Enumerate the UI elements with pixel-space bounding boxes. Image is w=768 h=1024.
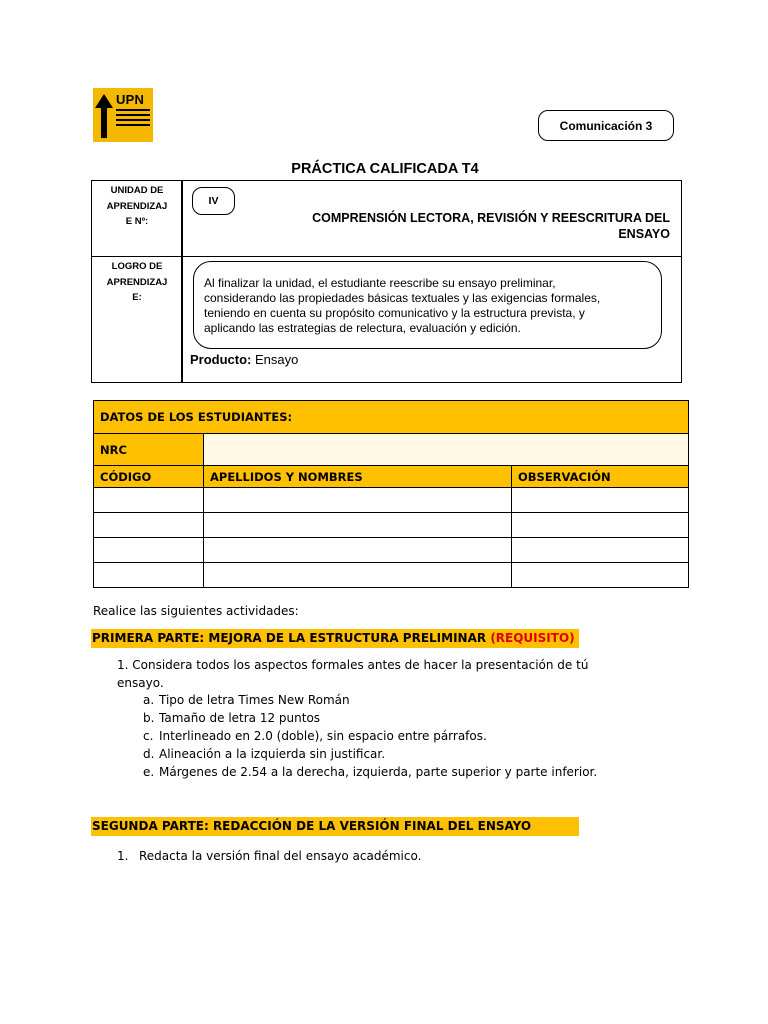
list-item: b. Tamaño de letra 12 puntos bbox=[143, 711, 321, 725]
product-line bbox=[190, 352, 298, 367]
unit-row bbox=[92, 181, 681, 257]
table-row bbox=[94, 563, 689, 588]
nombres-cell[interactable] bbox=[204, 513, 512, 538]
observacion-cell[interactable] bbox=[512, 488, 689, 513]
nombres-cell[interactable] bbox=[204, 538, 512, 563]
table-row bbox=[94, 488, 689, 513]
observacion-cell[interactable] bbox=[512, 538, 689, 563]
upn-logo-arrow-icon bbox=[93, 88, 115, 142]
list-item: a. Tipo de letra Times New Román bbox=[143, 693, 350, 707]
logro-label: LOGRO DE APRENDIZAJ E: bbox=[106, 261, 168, 303]
logo-text: UPN bbox=[116, 92, 145, 107]
logro-description: Al finalizar la unidad, el estudiante reescribe su ensayo preliminar, considerando las propiedades básicas textuales y las exigencias formales, teniendo en cuenta su propósito comunicativo y la estructura prevista, y aplicando las estrategias de relectura, evaluación y edición. bbox=[193, 261, 662, 349]
part1-title: PRIMERA PARTE: MEJORA DE LA ESTRUCTURA PRELIMINAR bbox=[92, 631, 487, 645]
nrc-field[interactable] bbox=[204, 434, 689, 466]
logro-row bbox=[92, 257, 681, 382]
table-row bbox=[94, 513, 689, 538]
students-table-header: DATOS DE LOS ESTUDIANTES: bbox=[94, 401, 689, 434]
upn-logo bbox=[93, 88, 153, 142]
students-table bbox=[93, 400, 689, 588]
column-header-nombres: APELLIDOS Y NOMBRES bbox=[204, 466, 512, 488]
unit-number: IV bbox=[192, 187, 235, 215]
unit-label: UNIDAD DE APRENDIZAJ E Nº: bbox=[106, 185, 168, 227]
part1-requirement-tag: (REQUISITO) bbox=[490, 631, 575, 645]
table-row bbox=[94, 538, 689, 563]
nombres-cell[interactable] bbox=[204, 563, 512, 588]
codigo-cell[interactable] bbox=[94, 488, 204, 513]
unit-info-box bbox=[91, 180, 682, 383]
codigo-cell[interactable] bbox=[94, 513, 204, 538]
course-badge: Comunicación 3 bbox=[538, 110, 674, 141]
nombres-cell[interactable] bbox=[204, 488, 512, 513]
product-label: Producto: bbox=[190, 352, 252, 367]
observacion-cell[interactable] bbox=[512, 563, 689, 588]
logo-subtext-lines bbox=[116, 109, 150, 129]
part2-title: SEGUNDA PARTE: REDACCIÓN DE LA VERSIÓN FINAL DEL ENSAYO bbox=[91, 817, 579, 836]
list-item: c. Interlineado en 2.0 (doble), sin espacio entre párrafos. bbox=[143, 729, 487, 743]
part1-item-1: 1. Considera todos los aspectos formales antes de hacer la presentación de tú ensayo. bbox=[117, 658, 589, 690]
column-header-codigo: CÓDIGO bbox=[94, 466, 204, 488]
list-item: d. Alineación a la izquierda sin justificar. bbox=[143, 747, 386, 761]
part2-item-1: 1. Redacta la versión final del ensayo académico. bbox=[117, 849, 422, 863]
codigo-cell[interactable] bbox=[94, 538, 204, 563]
codigo-cell[interactable] bbox=[94, 563, 204, 588]
document-title: PRÁCTICA CALIFICADA T4 bbox=[291, 161, 479, 177]
part1-heading bbox=[91, 629, 579, 648]
nrc-label: NRC bbox=[94, 434, 204, 466]
unit-title: COMPRENSIÓN LECTORA, REVISIÓN Y REESCRITURA DEL ENSAYO bbox=[312, 211, 670, 241]
observacion-cell[interactable] bbox=[512, 513, 689, 538]
part2-heading bbox=[91, 817, 579, 836]
list-item: e. Márgenes de 2.54 a la derecha, izquierda, parte superior y parte inferior. bbox=[143, 765, 598, 779]
product-value: Ensayo bbox=[255, 352, 299, 367]
column-header-observacion: OBSERVACIÓN bbox=[512, 466, 689, 488]
instruction-text: Realice las siguientes actividades: bbox=[93, 604, 299, 618]
